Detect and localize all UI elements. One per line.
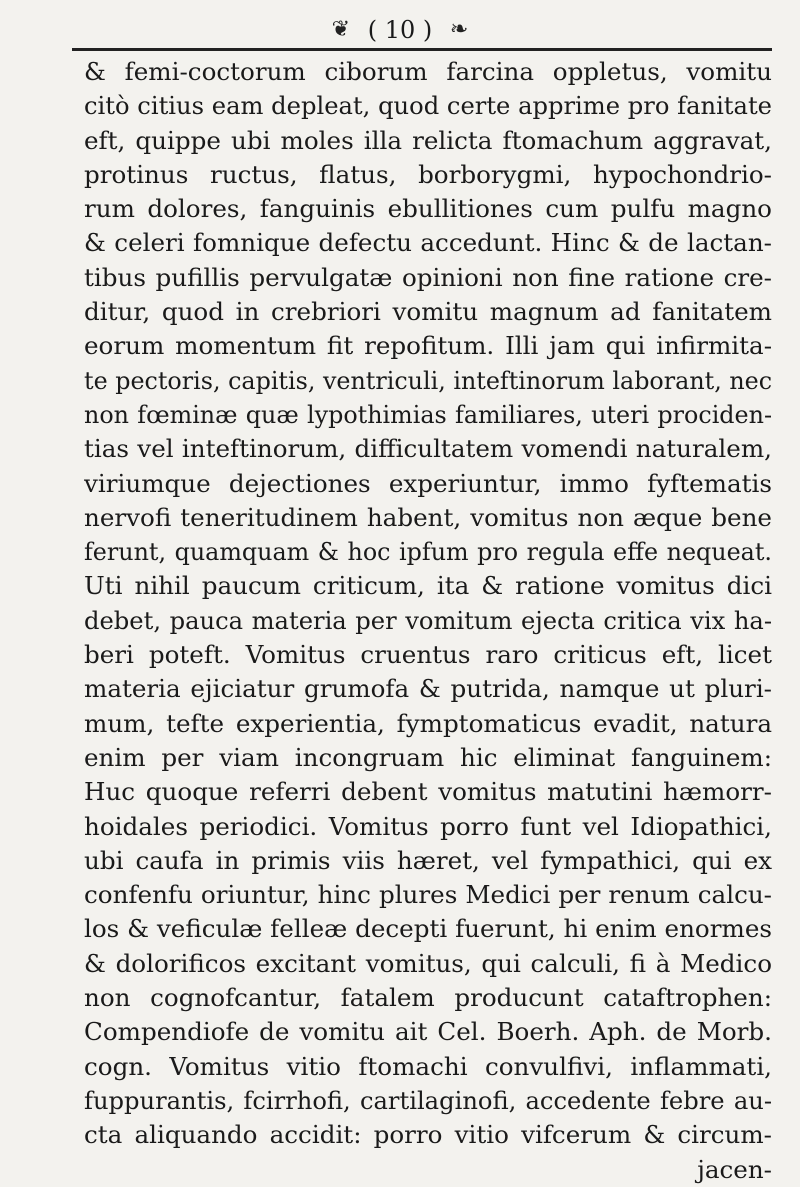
- text-line: viriumque dejectiones experiuntur, immo fyftematis: [84, 468, 772, 498]
- text-line: enim per viam incongruam hic eliminat fanguinem:: [84, 742, 772, 772]
- fleuron-left-icon: ❦: [331, 16, 351, 42]
- text-line: cta aliquando accidit: porro vitio vifcerum & circum-: [84, 1120, 772, 1150]
- text-line: non cognofcantur, fatalem producunt cataftrophen:: [84, 983, 772, 1013]
- text-line: mum, tefte experientia, fymptomaticus evadit, natura: [84, 708, 772, 738]
- text-line: te pectoris, capitis, ventriculi, inteftinorum laborant, nec: [84, 366, 772, 395]
- text-line: Uti nihil paucum criticum, ita & ratione vomitus dici: [84, 571, 772, 601]
- header-rule: [72, 48, 772, 51]
- text-line: beri poteft. Vomitus cruentus raro criticus eft, licet: [84, 640, 772, 670]
- text-line: materia ejiciatur grumofa & putrida, namque ut pluri-: [84, 674, 772, 704]
- text-line: & dolorificos excitant vomitus, qui calculi, fi à Medico: [84, 948, 772, 978]
- text-line: cogn. Vomitus vitio ftomachi convulfivi, inflammati,: [84, 1051, 772, 1081]
- text-line: hoidales periodici. Vomitus porro funt vel Idiopathici,: [84, 811, 772, 841]
- text-line: non fœminæ quæ lypothimias familiares, uteri prociden-: [84, 400, 772, 429]
- text-line: los & veficulæ felleæ decepti fuerunt, hi enim enormes: [84, 914, 772, 944]
- text-line: fuppurantis, fcirrhofi, cartilaginofi, accedente febre au-: [84, 1086, 772, 1115]
- page-header: [0, 10, 800, 46]
- text-line: tias vel inteftinorum, difficultatem vomendi naturalem,: [84, 434, 772, 464]
- text-line: debet, pauca materia per vomitum ejecta critica vix ha-: [84, 606, 772, 635]
- text-line: & celeri fomnique defectu accedunt. Hinc & de lactan-: [84, 228, 772, 258]
- text-line: jacen-: [697, 1154, 772, 1184]
- body-text: [84, 55, 772, 1187]
- text-line: confenfu oriuntur, hinc plures Medici per renum calcu-: [84, 880, 772, 910]
- text-line: ubi caufa in primis viis hæret, vel fympathici, qui ex: [84, 845, 772, 875]
- text-line: nervofi teneritudinem habent, vomitus non æque bene: [84, 502, 772, 532]
- text-line: eft, quippe ubi moles illa relicta ftomachum aggravat,: [84, 125, 772, 155]
- text-line: citò citius eam depleat, quod certe apprime pro fanitate: [84, 92, 772, 121]
- fleuron-right-icon: ❧: [449, 16, 469, 42]
- text-line: protinus ructus, flatus, borborygmi, hypochondrio-: [84, 159, 772, 189]
- text-line: ferunt, quamquam & hoc ipfum pro regula effe nequeat.: [84, 538, 772, 567]
- text-line: Compendiofe de vomitu ait Cel. Boerh. Aph. de Morb.: [84, 1017, 772, 1047]
- text-line: & femi-coctorum ciborum farcina oppletus, vomitu: [84, 57, 772, 86]
- text-line: ditur, quod in crebriori vomitu magnum ad fanitatem: [84, 297, 772, 327]
- text-line: eorum momentum fit repofitum. Illi jam qui infirmita-: [84, 331, 772, 361]
- page-number: ( 10 ): [367, 15, 433, 44]
- text-line: Huc quoque referri debent vomitus matutini hæmorr-: [84, 777, 772, 807]
- text-line: rum dolores, fanguinis ebullitiones cum pulfu magno: [84, 194, 772, 224]
- text-line: tibus pufillis pervulgatæ opinioni non fine ratione cre-: [84, 262, 772, 292]
